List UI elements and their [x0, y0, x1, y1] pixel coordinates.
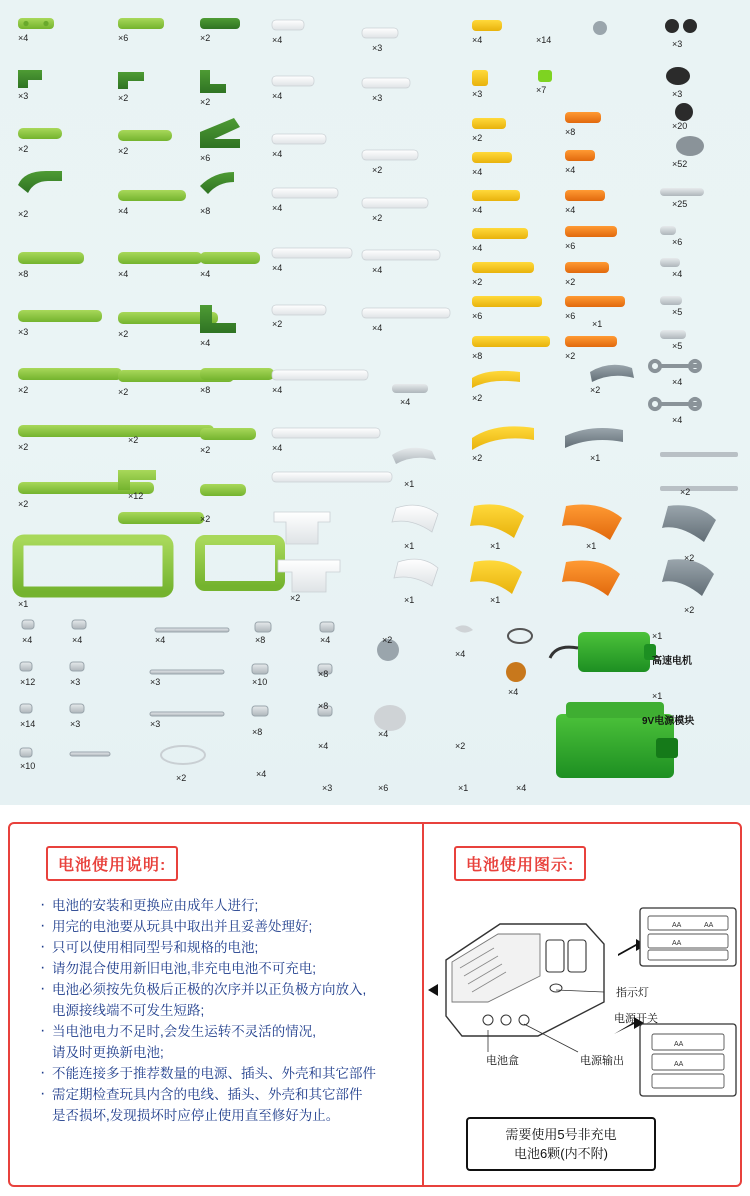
part-qty: ×4	[508, 687, 519, 697]
part-qty: ×2	[472, 393, 483, 403]
part-qty: ×4	[272, 91, 283, 101]
part-qty: ×12	[128, 491, 144, 501]
part-qty: ×6	[378, 783, 389, 793]
battery-diagram-section	[422, 824, 740, 1185]
part-qty: ×2	[684, 605, 695, 615]
label-indicator: 指示灯	[616, 987, 649, 999]
svg-text:AA: AA	[674, 1041, 684, 1048]
part-qty: ×4	[272, 149, 283, 159]
part-qty: ×8	[565, 127, 576, 137]
battery-diagram	[428, 884, 748, 1134]
part-qty: ×1	[18, 599, 29, 609]
part-qty: ×4	[200, 269, 211, 279]
part-qty: ×52	[672, 159, 688, 169]
part-qty: ×4	[256, 769, 267, 779]
part-qty: ×4	[472, 205, 483, 215]
part-qty: ×8	[200, 206, 211, 216]
part-qty: ×8	[472, 351, 483, 361]
part-qty: ×3	[672, 39, 683, 49]
part-qty: ×4	[565, 165, 576, 175]
part-qty: ×4	[320, 635, 331, 645]
part-qty: ×8	[252, 727, 263, 737]
part-qty: ×2	[18, 385, 29, 395]
svg-text:AA: AA	[674, 1061, 684, 1068]
part-qty: ×3	[70, 677, 81, 687]
battery-instructions-left	[10, 824, 420, 1185]
part-qty: ×4	[472, 167, 483, 177]
part-qty: ×2	[684, 553, 695, 563]
part-qty: ×3	[150, 719, 161, 729]
note-line-2: 电池6颗(内不附)	[514, 1146, 608, 1161]
part-qty: ×2	[118, 329, 129, 339]
list-item: · 当电池电力不足时,会发生运转不灵活的情况,	[40, 1021, 420, 1042]
battery-instructions-list	[40, 895, 420, 1126]
part-qty: ×4	[272, 263, 283, 273]
part-qty: ×3	[372, 43, 383, 53]
part-qty: ×1	[586, 541, 597, 551]
part-qty: ×8	[255, 635, 266, 645]
list-item: 是否损坏,发现损坏时应停止使用直至修好为止。	[52, 1108, 340, 1123]
part-qty: ×4	[672, 415, 683, 425]
part-qty: ×1	[592, 319, 603, 329]
part-qty: ×2	[565, 277, 576, 287]
motor-label: 高速电机	[652, 656, 692, 667]
battery-instructions-panel	[8, 822, 742, 1187]
part-qty: ×4	[272, 385, 283, 395]
part-qty: ×2	[472, 453, 483, 463]
part-qty: ×3	[18, 327, 29, 337]
list-item: · 请勿混合使用新旧电池,非充电电池不可充电;	[40, 958, 420, 979]
part-qty: ×1	[490, 541, 501, 551]
part-qty: ×1	[404, 541, 415, 551]
svg-text:AA: AA	[672, 922, 682, 929]
part-qty: ×4	[672, 269, 683, 279]
part-qty: ×4	[272, 203, 283, 213]
label-power-output: 电源输出	[580, 1055, 624, 1067]
part-qty: ×2	[272, 319, 283, 329]
battery-instructions-title: 电池使用说明:	[46, 846, 178, 881]
part-qty: ×4	[272, 443, 283, 453]
label-battery-box: 电池盒	[486, 1055, 519, 1067]
part-qty: ×2	[118, 93, 129, 103]
part-qty: ×4	[565, 205, 576, 215]
part-qty: ×4	[455, 649, 466, 659]
part-qty: ×2	[382, 635, 393, 645]
part-qty: ×1	[404, 479, 415, 489]
part-qty: ×2	[18, 442, 29, 452]
part-qty: ×20	[672, 121, 688, 131]
battery-module-qty: ×1	[652, 691, 663, 701]
list-item: 电源接线端不可发生短路;	[52, 1003, 205, 1018]
part-qty: ×5	[672, 341, 683, 351]
note-line-1: 需要使用5号非充电	[505, 1127, 617, 1142]
part-qty: ×2	[472, 277, 483, 287]
part-qty: ×4	[272, 35, 283, 45]
part-qty: ×25	[672, 199, 688, 209]
part-qty: ×2	[200, 33, 211, 43]
part-qty: ×3	[70, 719, 81, 729]
part-qty: ×8	[318, 701, 329, 711]
part-qty: ×2	[372, 213, 383, 223]
part-qty: ×2	[128, 435, 139, 445]
part-qty: ×4	[372, 323, 383, 333]
part-qty: ×10	[252, 677, 268, 687]
list-item: · 只可以使用相同型号和规格的电池;	[40, 937, 420, 958]
part-qty: ×8	[200, 385, 211, 395]
label-power-switch: 电源开关	[614, 1013, 658, 1025]
part-qty: ×4	[118, 206, 129, 216]
part-qty: ×1	[404, 595, 415, 605]
part-qty: ×1	[490, 595, 501, 605]
part-qty: ×6	[565, 311, 576, 321]
part-qty: ×4	[155, 635, 166, 645]
part-qty: ×3	[322, 783, 333, 793]
part-qty: ×2	[176, 773, 187, 783]
svg-text:AA: AA	[672, 940, 682, 947]
part-qty: ×3	[18, 91, 29, 101]
part-qty: ×6	[472, 311, 483, 321]
part-qty: ×2	[472, 133, 483, 143]
part-qty: ×2	[118, 387, 129, 397]
list-item: · 电池必须按先负极后正极的次序并以正负极方向放入,	[40, 979, 420, 1000]
part-qty: ×6	[200, 153, 211, 163]
battery-module-label: 9V电源模块	[642, 716, 695, 727]
part-qty: ×4	[400, 397, 411, 407]
part-qty: ×7	[536, 85, 547, 95]
part-qty: ×2	[680, 487, 691, 497]
part-qty: ×4	[72, 635, 83, 645]
part-qty: ×2	[200, 97, 211, 107]
part-qty: ×2	[18, 499, 29, 509]
part-qty: ×10	[20, 761, 36, 771]
list-item: 请及时更换新电池;	[52, 1045, 164, 1060]
part-qty: ×2	[565, 351, 576, 361]
part-qty: ×14	[20, 719, 36, 729]
list-item: · 用完的电池要从玩具中取出并且妥善处理好;	[40, 916, 420, 937]
part-qty: ×3	[372, 93, 383, 103]
part-qty: ×3	[472, 89, 483, 99]
part-qty: ×4	[516, 783, 527, 793]
part-qty: ×4	[22, 635, 33, 645]
battery-diagram-title: 电池使用图示:	[454, 846, 586, 881]
part-qty: ×2	[200, 514, 211, 524]
part-qty: ×2	[18, 209, 29, 219]
part-qty: ×3	[672, 89, 683, 99]
part-qty: ×8	[318, 669, 329, 679]
part-qty: ×1	[458, 783, 469, 793]
motor-qty: ×1	[652, 631, 663, 641]
part-qty: ×4	[118, 269, 129, 279]
part-qty: ×6	[565, 241, 576, 251]
part-qty: ×2	[590, 385, 601, 395]
svg-text:AA: AA	[704, 922, 714, 929]
part-qty: ×12	[20, 677, 36, 687]
part-qty: ×4	[672, 377, 683, 387]
part-qty: ×2	[455, 741, 466, 751]
part-qty: ×1	[590, 453, 601, 463]
battery-requirement-note	[466, 1117, 656, 1171]
part-qty: ×4	[378, 729, 389, 739]
list-item: · 需定期检查玩具内含的电线、插头、外壳和其它部件	[40, 1084, 420, 1105]
part-qty: ×3	[150, 677, 161, 687]
list-item: · 不能连接多于推荐数量的电源、插头、外壳和其它部件	[40, 1063, 420, 1084]
part-qty: ×6	[118, 33, 129, 43]
part-qty: ×5	[672, 307, 683, 317]
part-qty: ×14	[536, 35, 552, 45]
part-qty: ×8	[18, 269, 29, 279]
part-qty: ×2	[290, 593, 301, 603]
list-item: · 电池的安装和更换应由成年人进行;	[40, 895, 420, 916]
part-qty: ×4	[372, 265, 383, 275]
part-qty: ×4	[318, 741, 329, 751]
part-qty: ×4	[472, 35, 483, 45]
part-qty: ×4	[18, 33, 29, 43]
part-qty: ×6	[672, 237, 683, 247]
part-qty: ×2	[18, 144, 29, 154]
part-qty: ×4	[200, 338, 211, 348]
part-qty: ×2	[200, 445, 211, 455]
part-qty: ×2	[372, 165, 383, 175]
part-qty: ×2	[118, 146, 129, 156]
part-qty: ×4	[472, 243, 483, 253]
